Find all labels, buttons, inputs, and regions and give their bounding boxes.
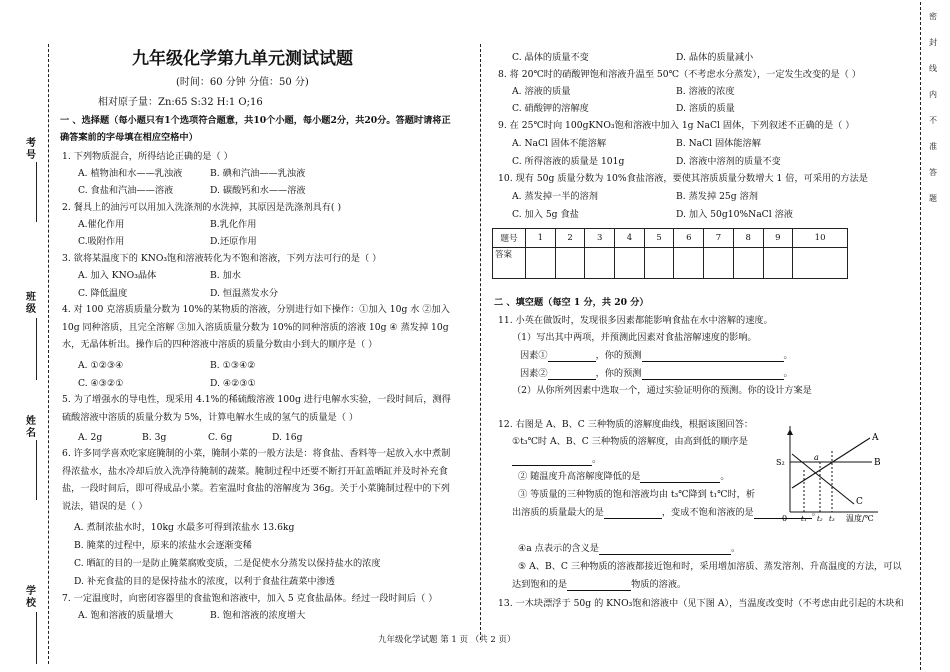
answer-cell[interactable] (644, 248, 674, 279)
q12-item4-end: 。 (730, 543, 741, 554)
answer-cell[interactable] (733, 248, 763, 279)
answer-cell[interactable] (615, 248, 645, 279)
q10-stem: 10. 现有 50g 质量分数为 10%食盐溶液，要使其溶质质量分数增大 1 倍，可采用的方法是 (498, 173, 868, 184)
answer-cell[interactable] (704, 248, 734, 279)
q12-item3-label2: ，变成不饱和溶液的是 (661, 507, 754, 518)
exam-meta: (时间：60 分钟 分值：50 分) (176, 77, 309, 88)
q13-stem: 13. 一木块漂浮于 50g 的 KNO₃饱和溶液中（见下图 A），当温度改变时（不考虑由此引起的木块和 (498, 598, 904, 609)
q11-factor1-end: 。 (783, 350, 793, 361)
q12-item2 (518, 470, 730, 483)
page-title: 九年级化学第九单元测试试题 (132, 49, 353, 69)
section1-heading-cont: 确答案前的字母填在相应空格中） (60, 132, 198, 143)
q5-option-a: A. 2g (78, 432, 103, 443)
label-a: A (872, 433, 879, 443)
answer-table-row2-label: 答案 (493, 248, 526, 279)
q11-predict1-blank[interactable] (642, 361, 784, 362)
answer-table-number: 8 (733, 229, 763, 248)
q8-option-c: C. 硝酸钾的溶解度 (512, 103, 589, 114)
xingming-label: 姓名 (26, 416, 36, 439)
q6-option-c: C. 晒缸的目的一是防止腌菜腐败变质，二是促使水分蒸发以保持盐水的浓度 (74, 558, 381, 569)
q4-option-c: C. ④③②① (78, 378, 124, 389)
answer-table-number-row (493, 229, 848, 248)
q11-factor2-label: 因素② (520, 368, 548, 379)
q12-item3-blank-a[interactable] (604, 518, 662, 519)
answer-cell[interactable] (555, 248, 585, 279)
q5-option-b: B. 3g (142, 432, 167, 443)
q11-factor2 (520, 367, 793, 380)
binding-line-banji (36, 318, 37, 380)
q3-option-c: C. 降低温度 (78, 288, 128, 299)
q11-factor2-end: 。 (783, 368, 793, 379)
answer-cell[interactable] (585, 248, 615, 279)
q12-item5: ⑤ A、B、C 三种物质的溶液都接近饱和时，采用增加溶质、蒸发溶剂、升高温度的方法，可以 (518, 561, 902, 572)
answer-table-answer-row (493, 248, 848, 279)
section2-heading: 二 、填空题（每空 1 分，共 20 分） (494, 297, 649, 308)
q9-option-b: B. NaCl 固体能溶解 (676, 138, 761, 149)
q2-option-c: C.吸附作用 (78, 236, 125, 247)
q5-option-c: C. 6g (208, 432, 233, 443)
label-t3: t₃ (829, 515, 835, 523)
q2-option-a: A.催化作用 (78, 219, 125, 230)
banji-label: 班级 (26, 292, 36, 315)
q12-item1: ①t₃℃时 A、B、C 三种物质的溶解度，由高到低的顺序是 (512, 436, 748, 447)
q10-option-d: D. 加入 50g10%NaCl 溶液 (676, 209, 793, 220)
q11-predict2-label: ，你的预测 (595, 368, 642, 379)
binding-line-xuexiao (36, 612, 37, 664)
label-t1: t₁ (801, 515, 807, 523)
q12-item5-answer (512, 578, 686, 591)
label-c: C (856, 497, 863, 507)
q3-option-d: D. 恒温蒸发水分 (210, 288, 279, 299)
q3-stem: 3. 欲将某温度下的 KNO₃饱和溶液转化为不饱和溶液，下列方法可行的是（ ） (62, 253, 382, 264)
q8-stem: 8. 将 20℃时的硝酸钾饱和溶液升温至 50℃（不考虑水分蒸发），一定发生改变的是（ ） (498, 69, 861, 80)
q8-option-a: A. 溶液的质量 (512, 86, 571, 97)
q12-item5-label: 达到饱和的是 (512, 579, 568, 590)
label-origin: 0 (782, 514, 788, 523)
q11-part1: （1）写出其中两项，并预测此因素对食盐溶解速度的影响。 (512, 332, 757, 343)
q10-option-b: B. 蒸发掉 25g 溶剂 (676, 191, 758, 202)
q12-item4-blank[interactable] (599, 554, 731, 555)
q12-stem: 12. 右图是 A、B、C 三种物质的溶解度曲线，根据该图回答： (498, 419, 754, 430)
q2-option-b: B.乳化作用 (210, 219, 257, 230)
q7-option-c: C. 晶体的质量不变 (512, 52, 589, 63)
q5-text: 5. 为了增强水的导电性，现采用 4.1%的稀硫酸溶液 100g 进行电解水实验，一段时间后，测得硫酸溶液中溶质的质量分数为 5%，计算电解水生成的氢气的质量是（ ） (62, 394, 451, 423)
solubility-curve-figure (770, 426, 900, 526)
answer-table-number: 7 (704, 229, 734, 248)
answer-cell[interactable] (674, 248, 704, 279)
column-divider (480, 44, 481, 640)
answer-table-number: 3 (585, 229, 615, 248)
q2-option-d: D.还原作用 (210, 236, 257, 247)
q12-item2-label: ② 随温度升高溶解度降低的是 (518, 471, 641, 482)
q12-item3-label: 出溶质的质量最大的是 (512, 507, 604, 518)
q1-stem: 1. 下列物质混合，所得结论正确的是（ ） (62, 151, 233, 162)
q11-factor1-label: 因素① (520, 350, 548, 361)
q1-option-b: B. 碘和汽油——乳浊液 (210, 168, 306, 179)
q6-option-d: D. 补充食盐的目的是保持盐水的浓度，以利于食盐往蔬菜中渗透 (74, 576, 335, 587)
atomic-masses: 相对原子量：Zn:65 S:32 H:1 O;16 (98, 97, 263, 108)
answer-table-row1-label: 题号 (493, 229, 526, 248)
q7-option-d: D. 晶体的质量减小 (676, 52, 754, 63)
q12-item3: ③ 等质量的三种物质的饱和溶液均由 t₃℃降到 t₁℃时，析 (518, 489, 756, 500)
q12-item4-label: ④a 点表示的含义是 (518, 543, 599, 554)
q3-option-a: A. 加入 KNO₃晶体 (78, 270, 157, 281)
right-seal-text: 密 封 线 内 不 准 答 题 (929, 12, 937, 203)
q12-item2-end: 。 (720, 471, 730, 482)
label-x-axis: 温度/℃ (846, 514, 874, 523)
answer-table (492, 228, 848, 279)
q11-part2: （2）从你所列因素中选取一个，通过实验证明你的预测。你的设计方案是 (512, 385, 812, 396)
answer-table-number: 1 (526, 229, 556, 248)
q4-text: 4. 对 100 克溶质质量分数为 10%的某物质的溶液，分别进行如下操作：①加入 10g 水 ②加入 10g 同种溶质，且完全溶解 ③加入溶质质量分数为 10%的同种溶质的溶液 10g ④ 蒸发掉 10g 水，无晶体析出。操作后的四种溶液中溶质的质量分数由小到大的顺序是（ ） (62, 304, 450, 351)
answer-cell[interactable] (526, 248, 556, 279)
q12-item5-end: 物质的溶液。 (631, 579, 687, 590)
answer-table-number: 4 (615, 229, 645, 248)
q1-option-a: A. 植物油和水——乳浊液 (78, 168, 183, 179)
q7-stem: 7. 一定温度时，向密闭容器里的食盐饱和溶液中，加入 5 克食盐晶体。经过一段时间后（ ） (62, 593, 438, 604)
q6-option-a: A. 煮制浓盐水时，10kg 水最多可得到浓盐水 13.6kg (74, 522, 295, 533)
q12-item1-blank[interactable] (512, 465, 592, 466)
q1-option-d: D. 碳酸钙和水——溶液 (210, 185, 306, 196)
q6-text: 6. 许多同学喜欢吃家庭腌制的小菜，腌制小菜的一般方法是：将食盐、香料等一起放入水中煮制得浓盐水，盐水冷却后放入洗净待腌制的蔬菜。腌制过程中还要不断打开缸盖晒缸并及时补充食盐，一段时间后，即可得成品小菜。若室温时食盐的溶解度为 36g。关于小菜腌制过程中的下列说法，错误的是（ ） (62, 448, 451, 512)
binding-line-kaohao (36, 162, 37, 222)
q4-option-d: D. ④②③① (210, 378, 256, 389)
q5-option-d: D. 16g (272, 432, 303, 443)
q8-option-d: D. 溶质的质量 (676, 103, 735, 114)
xuexiao-label: 学校 (26, 586, 36, 609)
answer-cell[interactable] (793, 248, 848, 279)
label-point-a: a (814, 453, 819, 462)
answer-table-number: 10 (793, 229, 848, 248)
q11-factor1 (520, 349, 793, 362)
q9-stem: 9. 在 25℃时向 100gKNO₃饱和溶液中加入 1g NaCl 固体，下列叙述不正确的是（ ） (498, 120, 855, 131)
q7-option-a: A. 饱和溶液的质量增大 (78, 610, 174, 621)
q4-option-a: A. ①②③④ (78, 360, 124, 371)
q9-option-d: D. 溶液中溶剂的质量不变 (676, 156, 781, 167)
q12-item3-end: 。 (811, 507, 821, 518)
answer-table-number: 9 (763, 229, 793, 248)
label-s2: S₂ (776, 458, 785, 467)
answer-table-number: 2 (555, 229, 585, 248)
q12-item1-answer (512, 453, 601, 466)
binding-line-xingming (36, 440, 37, 500)
label-b: B (874, 458, 881, 468)
q12-item4 (518, 542, 740, 555)
q11-factor1-blank[interactable] (548, 361, 596, 362)
q11-predict1-label: ，你的预测 (595, 350, 642, 361)
y-axis-arrow (787, 429, 793, 435)
q8-option-b: B. 溶液的浓度 (676, 86, 735, 97)
q11-factor2-blank[interactable] (548, 379, 596, 380)
q4-option-b: B. ①③④② (210, 360, 256, 371)
q6-option-b: B. 腌菜的过程中，原来的浓盐水会逐渐变稀 (74, 540, 252, 551)
q12-item5-blank[interactable] (567, 590, 631, 591)
q9-option-a: A. NaCl 固体不能溶解 (512, 138, 607, 149)
page-footer: 九年级化学试题 第 1 页 （共 2 页） (378, 635, 516, 645)
q12-item1-end: 。 (592, 454, 602, 465)
q11-stem: 11. 小英在做饭时，发现很多因素都能影响食盐在水中溶解的速度。 (498, 315, 773, 326)
kaohao-label: 考号 (26, 138, 36, 161)
binding-dashed-line (48, 44, 49, 664)
q10-option-c: C. 加入 5g 食盐 (512, 209, 579, 220)
answer-table-number: 6 (674, 229, 704, 248)
q3-option-b: B. 加水 (210, 270, 241, 281)
answer-table-number: 5 (644, 229, 674, 248)
label-t2: t₂ (817, 515, 823, 523)
q1-option-c: C. 食盐和汽油——溶液 (78, 185, 174, 196)
q11-predict2-blank[interactable] (642, 379, 784, 380)
q2-stem: 2. 餐具上的油污可以用加入洗涤剂的水洗掉，其原因是洗涤剂具有( ) (62, 202, 342, 213)
q9-option-c: C. 所得溶液的质量是 101g (512, 156, 625, 167)
section1-heading: 一 、选择题（每小题只有1个选项符合题意，共10个小题，每小题2分，共20分。答题时请将正 (60, 115, 451, 126)
q10-option-a: A. 蒸发掉一半的溶剂 (512, 191, 598, 202)
right-dashed-line (920, 2, 921, 670)
q12-item2-blank[interactable] (640, 482, 720, 483)
answer-cell[interactable] (763, 248, 793, 279)
q7-option-b: B. 饱和溶液的浓度增大 (210, 610, 306, 621)
